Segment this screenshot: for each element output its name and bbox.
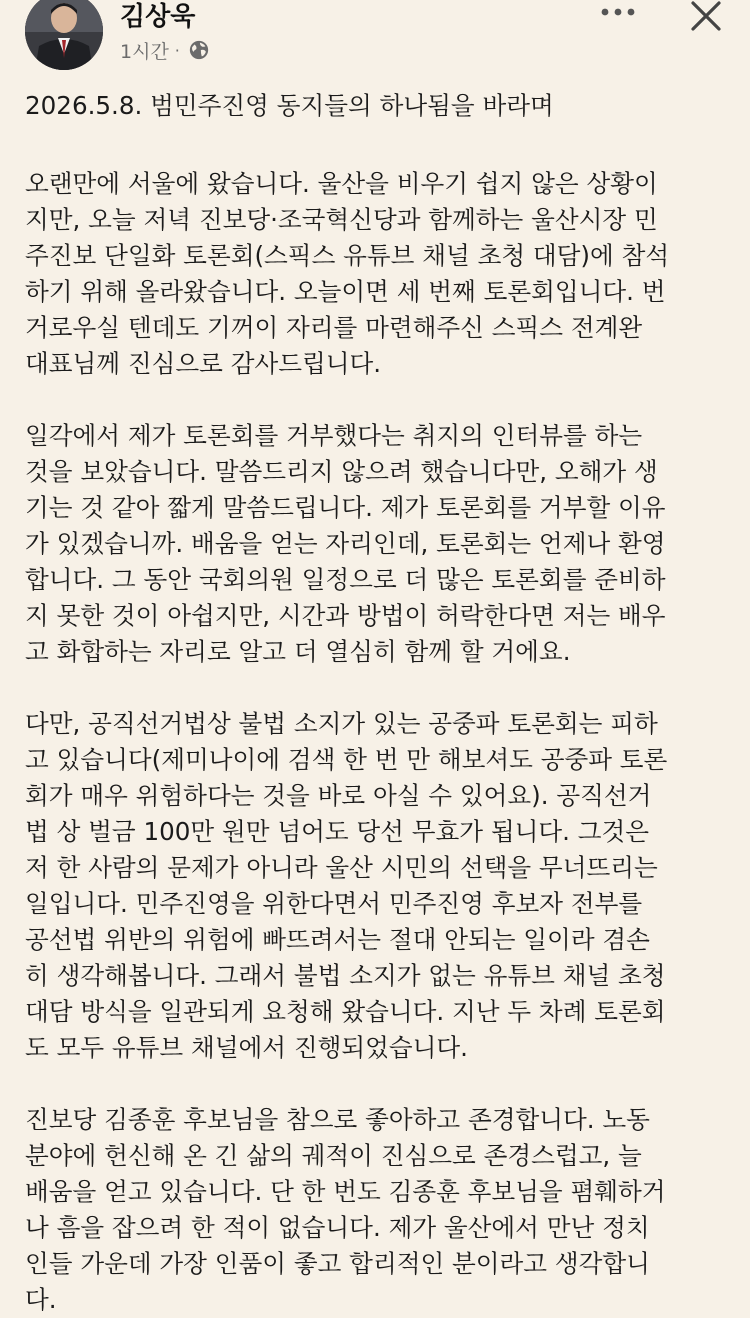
post-line: 지만, 오늘 저녁 진보당·조국혁신당과 함께하는 울산시장 민 <box>25 205 658 234</box>
post-line: 저 한 사람의 문제가 아니라 울산 시민의 선택을 무너뜨리는 <box>25 853 658 882</box>
post-line: 오랜만에 서울에 왔습니다. 울산을 비우기 쉽지 않은 상황이 <box>25 169 658 198</box>
paragraph-gap <box>25 130 730 166</box>
meta-separator: · <box>174 40 180 60</box>
post-line: 회가 매우 위험하다는 것을 바로 아실 수 있어요). 공직선거 <box>25 781 652 810</box>
post-line: 대담 방식을 일관되게 요청해 왔습니다. 지난 두 차례 토론회 <box>25 997 666 1026</box>
post-line: 거로우실 텐데도 기꺼이 자리를 마련해주신 스픽스 전계완 <box>25 313 643 342</box>
post-line: 것을 보았습니다. 말씀드리지 않으려 했습니다만, 오해가 생 <box>25 457 658 486</box>
paragraph-gap <box>25 382 730 418</box>
post-line: 가 있겠습니까. 배움을 얻는 자리인데, 토론회는 언제나 환영 <box>25 529 666 558</box>
author-name[interactable]: 김상욱 <box>120 2 196 32</box>
post-line: 지 못한 것이 아쉽지만, 시간과 방법이 허락한다면 저는 배우 <box>25 601 666 630</box>
post-line: 합니다. 그 동안 국회의원 일정으로 더 많은 토론회를 준비하 <box>25 565 666 594</box>
avatar[interactable] <box>25 0 103 70</box>
post-line: 법 상 벌금 100만 원만 넘어도 당선 무효가 됩니다. 그것은 <box>25 817 650 846</box>
post-line: 고 화합하는 자리로 알고 더 열심히 함께 할 거에요. <box>25 637 571 666</box>
post-line: 다만, 공직선거법상 불법 소지가 있는 공중파 토론회는 피하 <box>25 709 658 738</box>
close-icon[interactable] <box>688 0 724 34</box>
post-time[interactable]: 1시간 <box>120 40 169 63</box>
paragraph-gap <box>25 1066 730 1102</box>
post-line: 고 있습니다(제미나이에 검색 한 번 만 해보셔도 공중파 토론 <box>25 745 668 774</box>
post-line: 기는 것 같아 짧게 말씀드립니다. 제가 토론회를 거부할 이유 <box>25 493 666 522</box>
post-line: 분야에 헌신해 온 긴 삶의 궤적이 진심으로 존경스럽고, 늘 <box>25 1141 642 1170</box>
post-line: 나 흠을 잡으려 한 적이 없습니다. 제가 울산에서 만난 정치 <box>25 1213 650 1242</box>
globe-icon[interactable] <box>188 39 210 61</box>
post-header <box>0 0 750 80</box>
post-body <box>25 82 730 1318</box>
post-line: 하기 위해 올라왔습니다. 오늘이면 세 번째 토론회입니다. 번 <box>25 277 666 306</box>
paragraph-gap <box>25 670 730 706</box>
post-line: 대표님께 진심으로 감사드립니다. <box>25 349 382 378</box>
post-line: 인들 가운데 가장 인품이 좋고 합리적인 분이라고 생각합니 <box>25 1249 650 1278</box>
post-meta <box>120 36 210 64</box>
post-line: 주진보 단일화 토론회(스픽스 유튜브 채널 초청 대담)에 참석 <box>25 241 670 270</box>
post-line: 일입니다. 민주진영을 위한다면서 민주진영 후보자 전부를 <box>25 889 643 918</box>
post-line: 히 생각해봅니다. 그래서 불법 소지가 없는 유튜브 채널 초청 <box>25 961 666 990</box>
post-title: 2026.5.8. 범민주진영 동지들의 하나됨을 바라며 <box>25 91 554 120</box>
post-line: 진보당 김종훈 후보님을 참으로 좋아하고 존경합니다. 노동 <box>25 1105 650 1134</box>
post-line: 배움을 얻고 있습니다. 단 한 번도 김종훈 후보님을 폄훼하거 <box>25 1177 666 1206</box>
avatar-photo <box>25 0 103 70</box>
post-line: 일각에서 제가 토론회를 거부했다는 취지의 인터뷰를 하는 <box>25 421 643 450</box>
post-line: 다. <box>25 1285 57 1314</box>
post-line: 도 모두 유튜브 채널에서 진행되었습니다. <box>25 1033 468 1062</box>
post-line: 공선법 위반의 위험에 빠뜨려서는 절대 안되는 일이라 겸손 <box>25 925 650 954</box>
more-dots-icon[interactable] <box>598 0 638 24</box>
